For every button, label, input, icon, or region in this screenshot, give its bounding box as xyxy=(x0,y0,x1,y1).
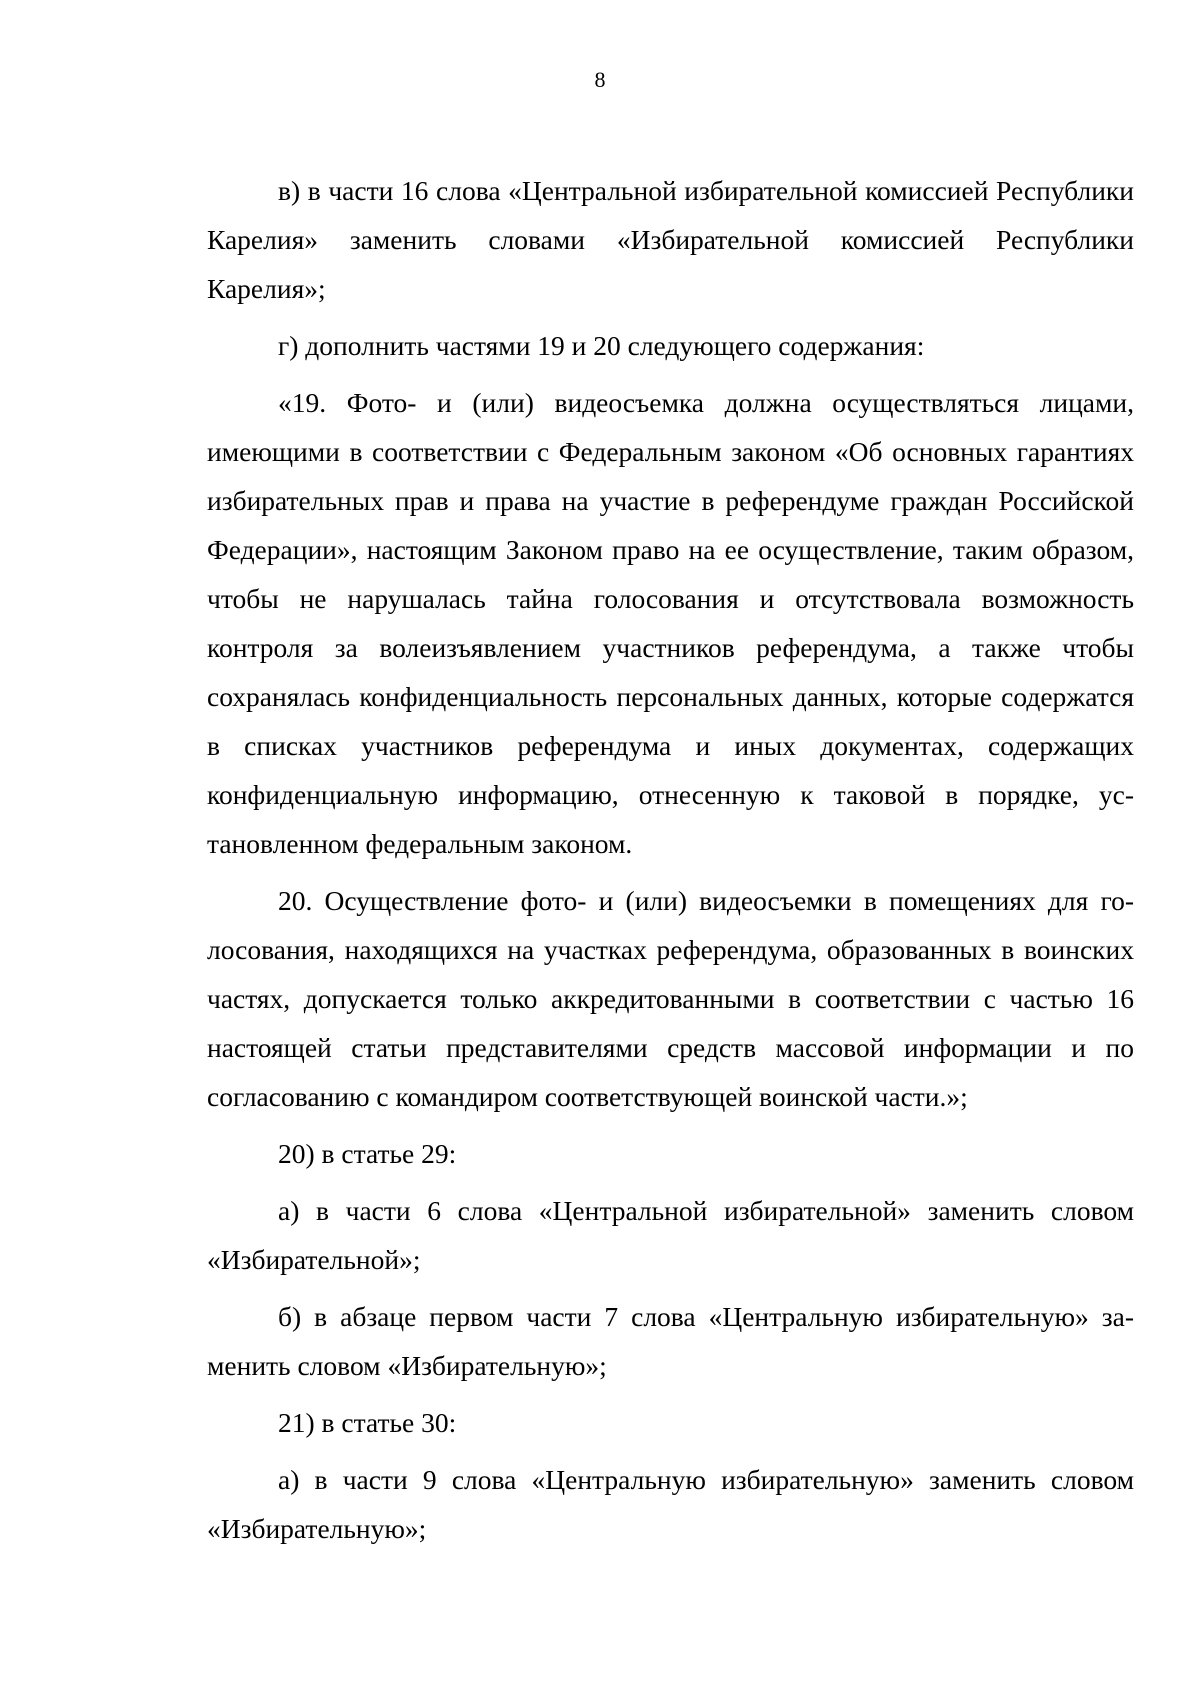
paragraph-amendment-g: г) дополнить частями 19 и 20 следующего содержания: xyxy=(278,330,925,361)
paragraph-article-29: 20) в статье 29: xyxy=(278,1138,457,1169)
paragraph-article-30-a: а) в части 9 слова «Центральную избирательную» заменить словом «Избирательную»; xyxy=(207,1464,1134,1544)
paragraph-part-19: «19. Фото- и (или) видеосъемка должна осуществляться лицами, имеющими в соответствии с Федеральным законом «Об основных гарантиях избирательных прав и права на участие в референдуме граждан Российской Федерации», настоящим Законом право на ее осуществление, таким образом, чтобы не нарушалась тайна голосования и отсутствовала возможность контроля за волеизъявлением участников референдума, а также чтобы сохранялась конфиденциальность персональных данных, которые содержатся в списках участников референдума и иных документах, содержащих конфиденциальную информацию, отнесенную к таковой в порядке, установленном федеральным законом. xyxy=(207,387,1134,859)
paragraph-article-30: 21) в статье 30: xyxy=(278,1407,457,1438)
paragraph-amendment-v: в) в части 16 слова «Центральной избирательной комиссией Республики Карелия» заменить словами «Избирательной комиссией Республики Карелия»; xyxy=(207,175,1134,304)
page-number: 8 xyxy=(594,67,606,92)
paragraph-article-29-b: б) в абзаце первом части 7 слова «Центральную избирательную» заменить словом «Избирательную»; xyxy=(207,1301,1134,1381)
document-body xyxy=(207,166,1134,1553)
paragraph-part-20: 20. Осуществление фото- и (или) видеосъемки в помещениях для голосования, находящихся на участках референдума, образованных в воинских частях, допускается только аккредитованными в соответствии с частью 16 настоящей статьи представителями средств массовой информации и по согласованию с командиром соответствующей воинской части.»; xyxy=(207,885,1134,1112)
paragraph-article-29-a: а) в части 6 слова «Центральной избирательной» заменить словом «Избирательной»; xyxy=(207,1195,1134,1275)
